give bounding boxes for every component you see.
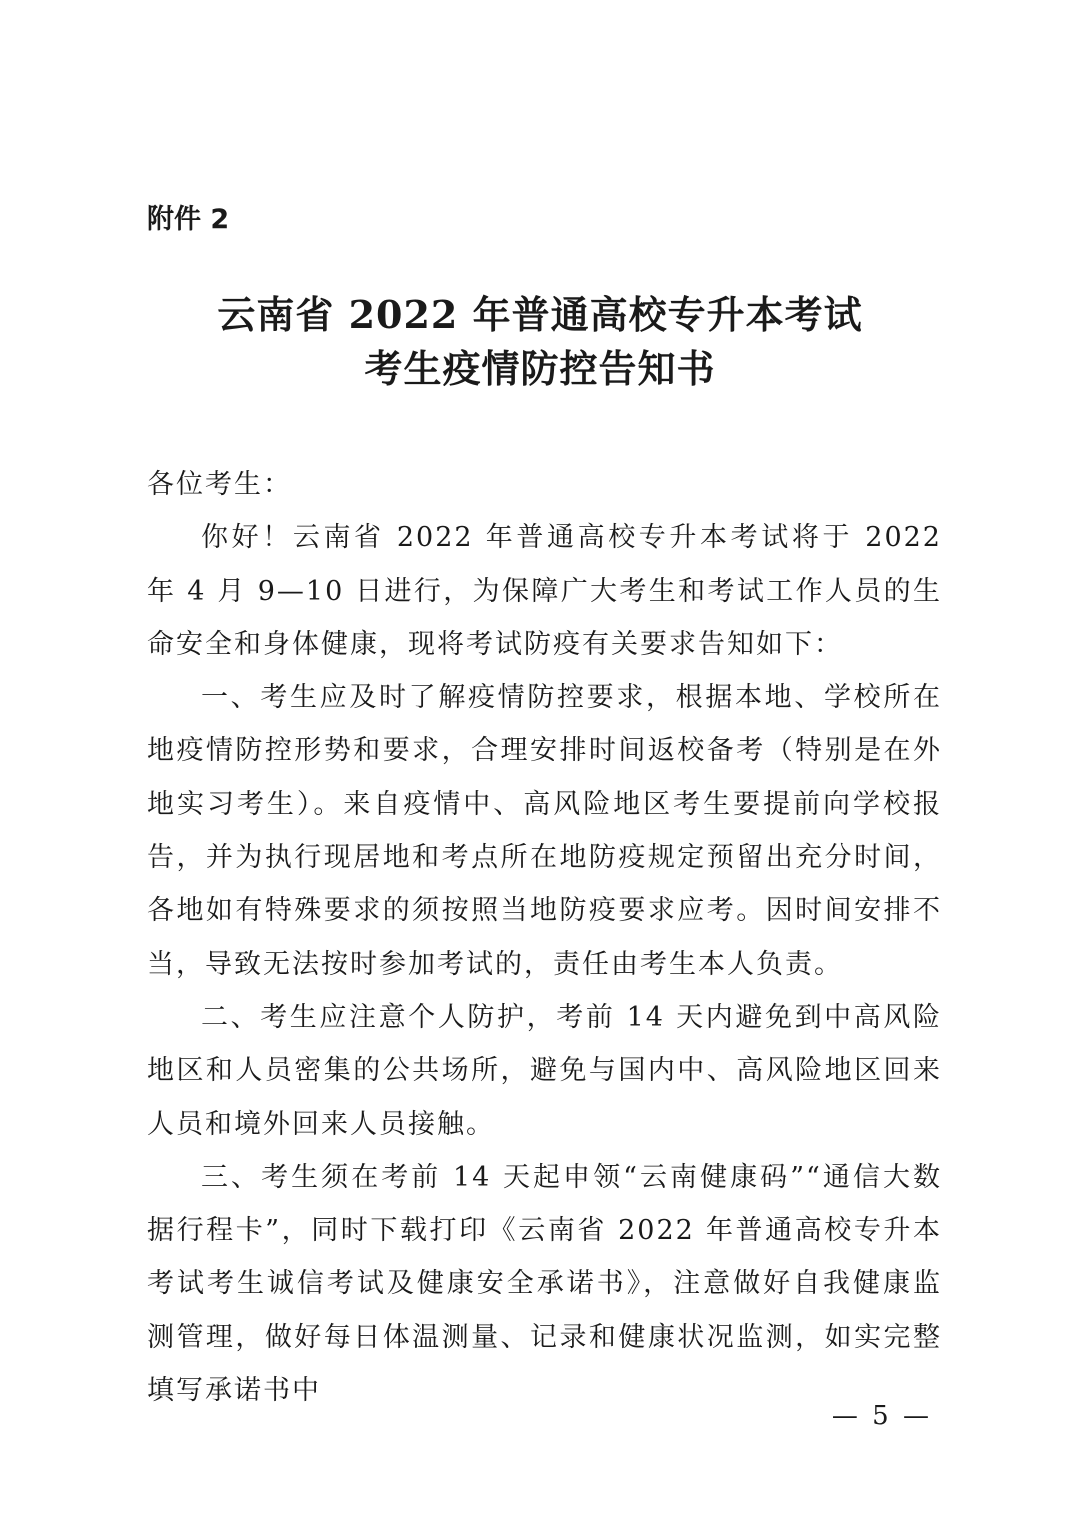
paragraph-item-3: 三、考生须在考前 14 天起申领“云南健康码”“通信大数据行程卡”，同时下载打印《云南省 2022 年普通高校专升本考试考生诚信考试及健康安全承诺书》，注意做好自我健康监测管理，做好每日体温测量、记录和健康状况监测，如实完整填写承诺书中 <box>147 1161 942 1407</box>
page-number: — 5 — <box>831 1401 932 1431</box>
title-line-1: 云南省 2022 年普通高校专升本考试 <box>217 292 863 337</box>
document-title <box>0 288 1080 396</box>
attachment-label: 附件 2 <box>147 204 230 235</box>
paragraph-intro: 你好！云南省 2022 年普通高校专升本考试将于 2022 年 4 月 9—10 日进行，为保障广大考生和考试工作人员的生命安全和身体健康，现将考试防疫有关要求告知如下： <box>147 522 942 660</box>
paragraph-item-1: 一、考生应及时了解疫情防控要求，根据本地、学校所在地疫情防控形势和要求，合理安排时间返校备考（特别是在外地实习考生）。来自疫情中、高风险地区考生要提前向学校报告，并为执行现居地和考点所在地防疫规定预留出充分时间，各地如有特殊要求的须按照当地防疫要求应考。因时间安排不当，导致无法按时参加考试的，责任由考生本人负责。 <box>147 682 942 980</box>
document-body <box>147 458 942 1417</box>
title-line-2: 考生疫情防控告知书 <box>364 346 716 391</box>
salutation: 各位考生： <box>147 469 292 500</box>
paragraph-item-2: 二、考生应注意个人防护，考前 14 天内避免到中高风险地区和人员密集的公共场所，避免与国内中、高风险地区回来人员和境外回来人员接触。 <box>147 1001 942 1140</box>
